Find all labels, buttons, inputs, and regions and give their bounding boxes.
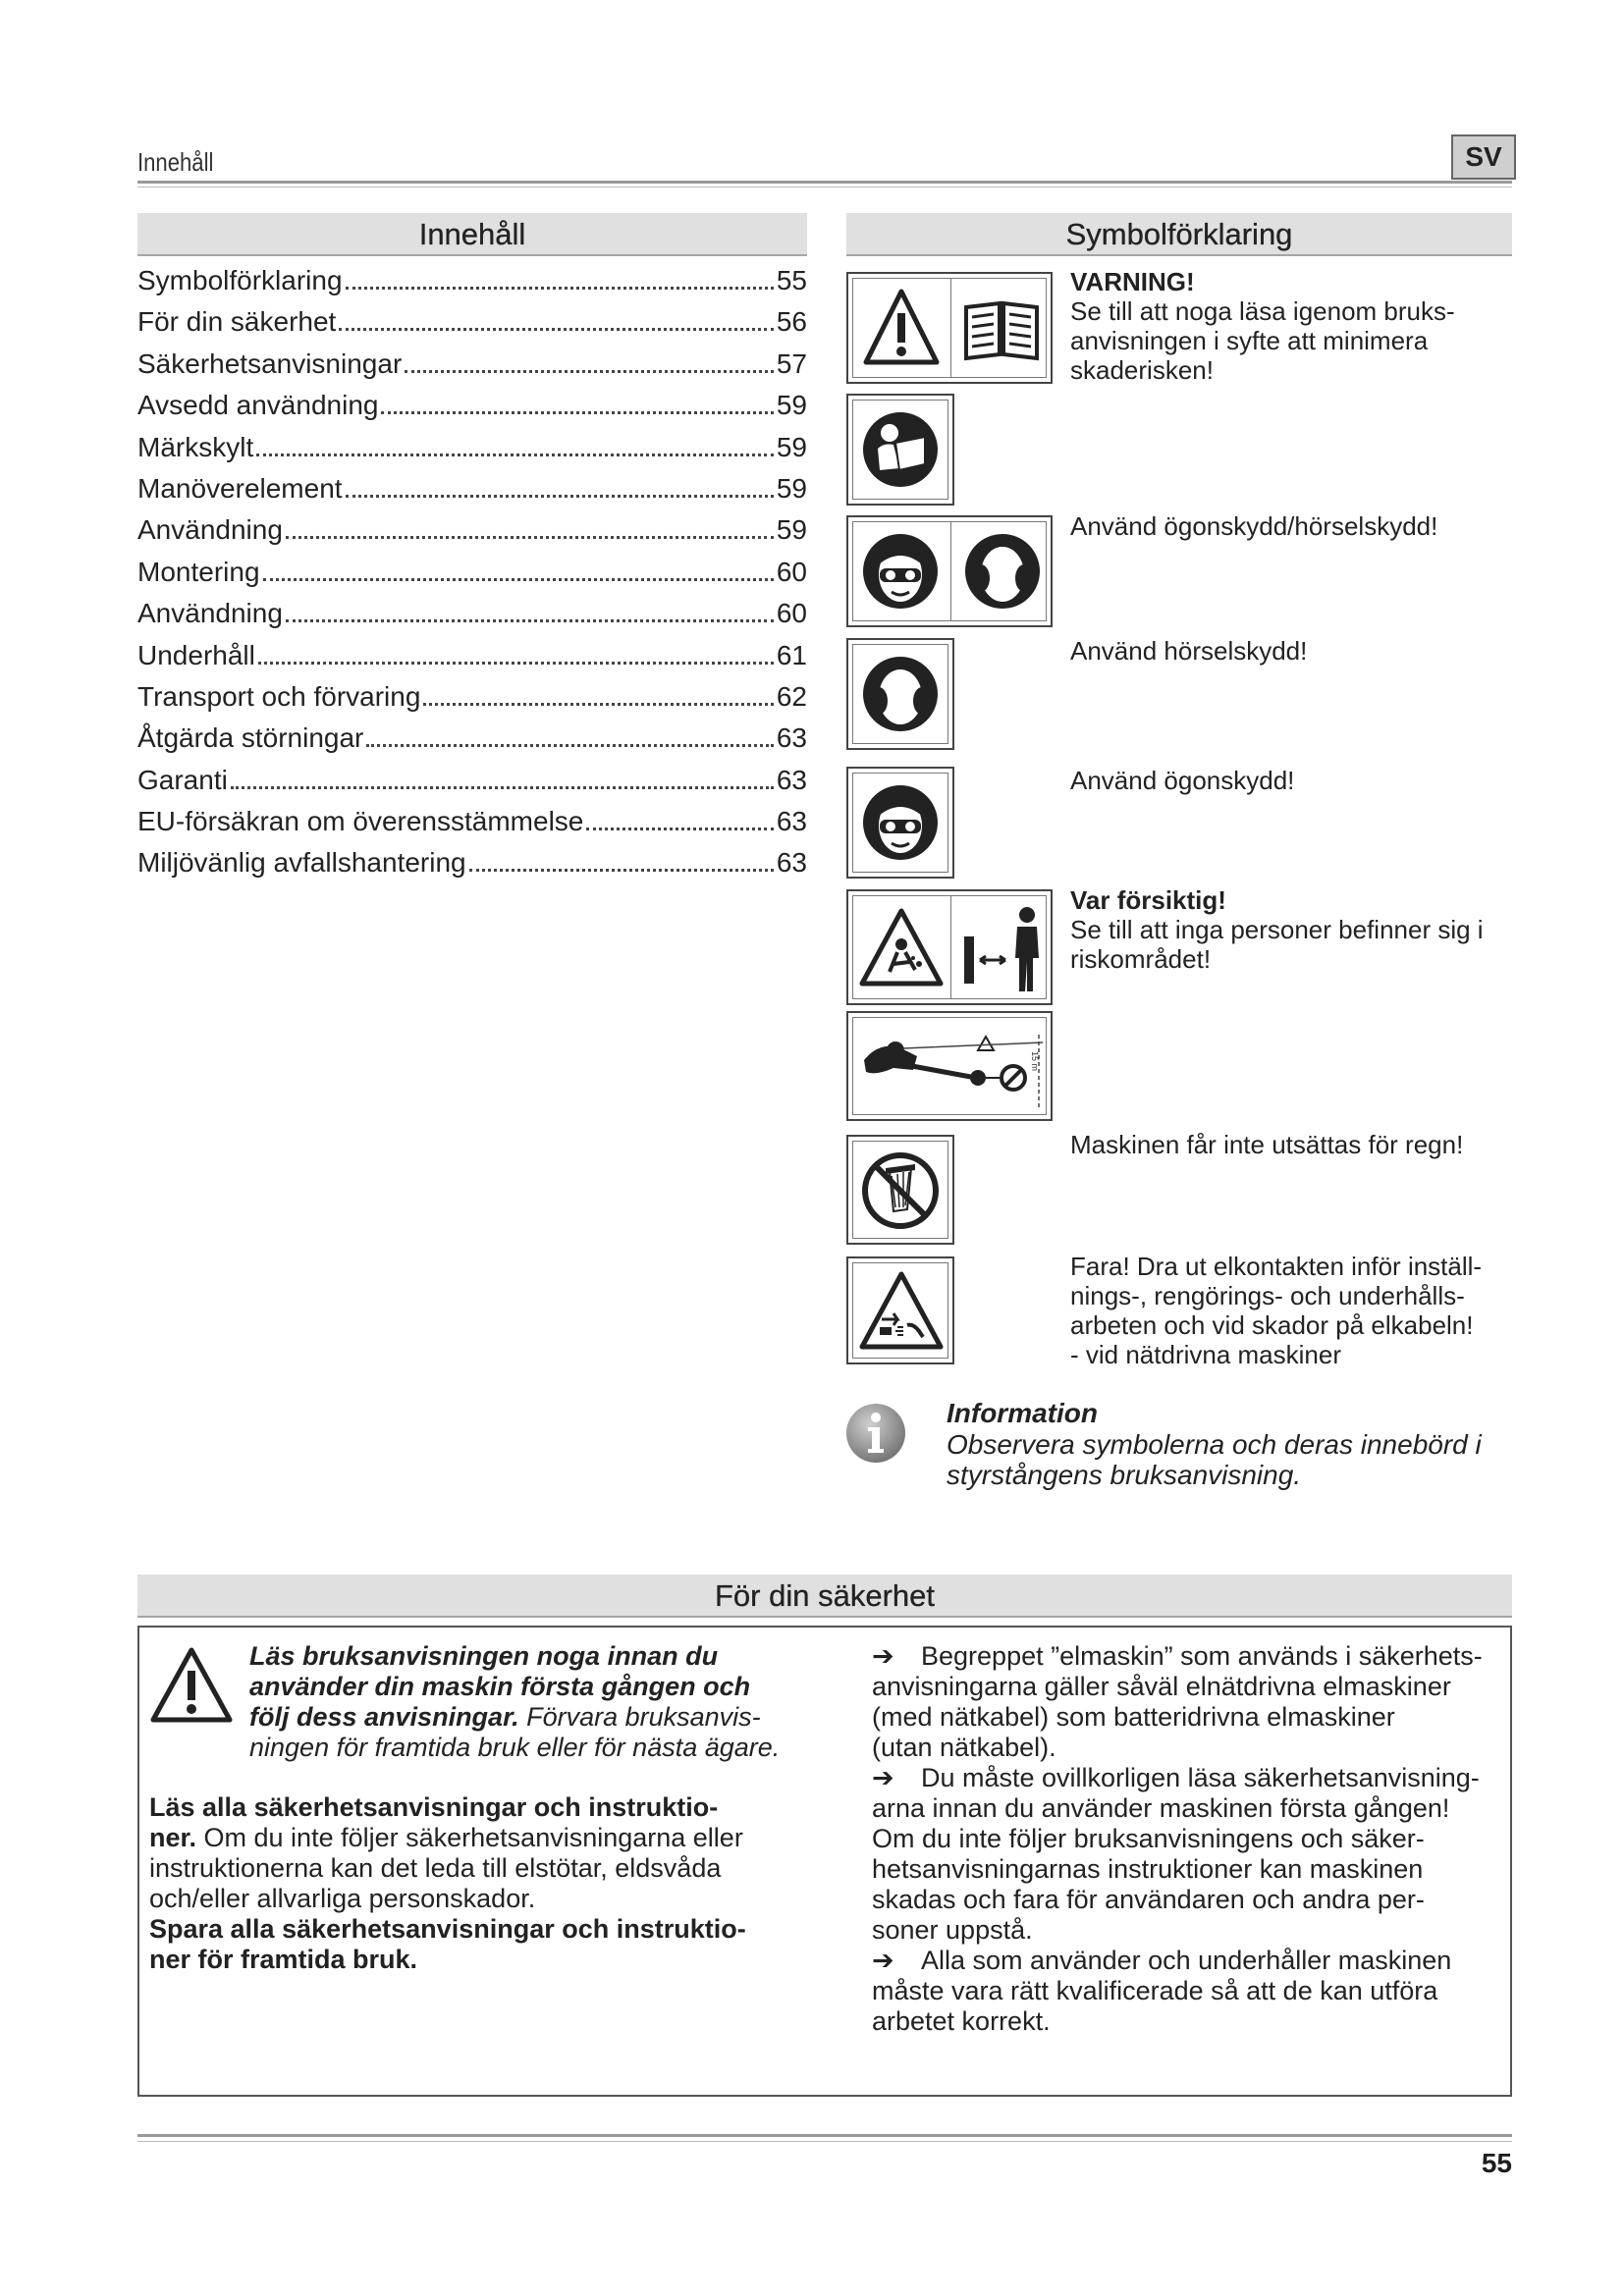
safety-bold-line: ner för framtida bruk. — [149, 1945, 418, 1974]
bullet-line: Begreppet ”elmaskin” som används i säkerhets- — [921, 1641, 1483, 1671]
warning-read-manual-symbol — [846, 272, 1053, 384]
safety-bold-line: ner. — [149, 1823, 197, 1852]
page-number: 55 — [1481, 2148, 1512, 2178]
unplug-warning-icon — [858, 1268, 945, 1355]
eye-protection-icon — [860, 782, 941, 863]
safety-text-line: instruktionerna kan det leda till elstötar, eldsvåda — [149, 1853, 722, 1883]
toc-entry-label: Miljövänlig avfallshantering — [137, 847, 466, 879]
bullet-line: arna innan du använder maskinen första gången! — [872, 1793, 1450, 1823]
warning-title: VARNING! — [1070, 267, 1195, 296]
safety-bold-line: Läs alla säkerhetsanvisningar och instruktio- — [149, 1792, 719, 1822]
toc-entry-page: 63 — [776, 847, 807, 879]
toc-entry-label: Transport och förvaring — [137, 680, 421, 712]
toc-entry-label: EU-försäkran om överensstämmelse — [137, 806, 584, 837]
safety-bold-line: Spara alla säkerhetsanvisningar och instruktio- — [149, 1914, 746, 1944]
toc-dot-leader — [405, 370, 774, 373]
toc-entry-label: Garanti — [137, 764, 228, 795]
warning-triangle-icon — [862, 286, 941, 372]
toc-dot-leader — [263, 578, 774, 581]
danger-line: Fara! Dra ut elkontakten inför inställ- — [1070, 1252, 1483, 1281]
warning-line: Se till att noga läsa igenom bruks- — [1070, 296, 1455, 326]
toc-entry-page: 61 — [776, 639, 807, 670]
toc-dot-leader — [366, 744, 773, 747]
toc-dot-leader — [258, 662, 774, 665]
ear-protection-icon — [860, 654, 941, 734]
toc-dot-leader — [423, 703, 773, 706]
arrow-bullet-icon: ➔ — [872, 1946, 894, 1975]
toc-entry-label: Manöverelement — [137, 472, 343, 504]
rain-text: Maskinen får inte utsättas för regn! — [1070, 1130, 1464, 1159]
unplug-symbol — [846, 1256, 954, 1364]
warning-line: skaderisken! — [1070, 355, 1214, 385]
danger-text-block — [1070, 1252, 1482, 1369]
footer-rule-thin — [137, 2141, 1512, 2142]
safety-left-column — [149, 1792, 817, 1975]
ear-text: Använd hörselskydd! — [1070, 636, 1308, 666]
toc-entry-page: 59 — [776, 431, 807, 462]
info-line: Observera symbolerna och deras innebörd i — [947, 1429, 1482, 1460]
toc-dot-leader — [231, 786, 774, 789]
eye-ear-protection-symbol — [846, 515, 1053, 627]
safe-distance-figure — [846, 1011, 1053, 1121]
caution-line: riskområdet! — [1070, 944, 1212, 974]
toc-entry — [137, 306, 807, 347]
arrow-bullet-icon: ➔ — [872, 1641, 894, 1671]
keep-distance-icon — [958, 903, 1049, 995]
caution-line: Se till att inga personer befinner sig i — [1070, 915, 1484, 944]
read-manual-icon — [860, 409, 941, 490]
arrow-bullet-icon: ➔ — [872, 1763, 894, 1792]
toc-entry-label: Åtgärda störningar — [137, 722, 364, 754]
toc-dot-leader — [286, 619, 774, 622]
caution-title: Var försiktig! — [1070, 885, 1226, 915]
info-line: styrstångens bruksanvisning. — [947, 1460, 1302, 1490]
toc-entry-page: 60 — [776, 598, 807, 629]
danger-line: arbeten och vid skador på elkabeln! — [1070, 1310, 1474, 1340]
toc-entry-label: Avsedd användning — [137, 390, 379, 421]
toc-entry-label: Märkskylt — [137, 431, 254, 462]
toc-heading: Innehåll — [137, 213, 807, 256]
book-icon — [960, 297, 1043, 362]
bullet-line: soner uppstå. — [872, 1915, 1033, 1945]
warning-line: anvisningen i syfte att minimera — [1070, 326, 1429, 355]
toc-entry — [137, 265, 807, 306]
no-rain-symbol — [846, 1135, 954, 1245]
toc-entry-page: 55 — [776, 265, 807, 295]
toc-entry — [137, 514, 807, 556]
running-header-title: Innehåll — [137, 147, 214, 177]
toc-entry-page: 60 — [776, 556, 807, 587]
notice-italic-line: ningen för framtida bruk eller för nästa ägare. — [249, 1733, 781, 1762]
toc-entry — [137, 640, 807, 681]
toc-entry-label: För din säkerhet — [137, 306, 337, 338]
bullet-line: skadas och fara för användaren och andra per- — [872, 1885, 1425, 1914]
toc-entry — [137, 806, 807, 847]
toc-entry-label: Säkerhetsanvisningar — [137, 347, 403, 379]
toc-entry-label: Symbolförklaring — [137, 265, 343, 295]
toc-entry — [137, 348, 807, 390]
toc-entry — [137, 765, 807, 806]
toc-dot-leader — [286, 536, 774, 539]
toc-dot-leader — [469, 869, 774, 872]
toc-entry-page: 56 — [776, 306, 807, 338]
toc-entry-label: Användning — [137, 598, 283, 629]
bullet-line: (med nätkabel) som batteridrivna elmaskiner — [872, 1702, 1395, 1732]
operator-distance-icon — [856, 1021, 1047, 1115]
caution-text-block — [1070, 885, 1484, 974]
info-block — [947, 1398, 1482, 1490]
toc-entry — [137, 557, 807, 598]
eye-protection-symbol — [846, 767, 954, 879]
notice-line: följ dess anvisningar. — [249, 1702, 519, 1732]
toc-dot-leader — [346, 287, 774, 290]
header-rule — [137, 181, 1512, 184]
toc-entry — [137, 473, 807, 514]
read-manual-notice — [249, 1641, 819, 1763]
ear-protection-symbol — [846, 638, 954, 750]
toc-entry-page: 63 — [776, 806, 807, 837]
toc-entry — [137, 722, 807, 764]
safety-heading: För din säkerhet — [137, 1575, 1512, 1618]
notice-line: Läs bruksanvisningen noga innan du — [249, 1641, 719, 1671]
toc-dot-leader — [346, 495, 774, 498]
info-title: Information — [947, 1398, 1098, 1428]
toc-entry — [137, 390, 807, 431]
toc-entry — [137, 681, 807, 722]
toc-entry — [137, 847, 807, 888]
eye-protection-icon — [860, 531, 941, 612]
table-of-contents — [137, 265, 807, 889]
toc-entry — [137, 432, 807, 473]
toc-dot-leader — [586, 828, 773, 830]
footer-rule — [137, 2134, 1512, 2137]
bullet-line: Du måste ovillkorligen läsa säkerhetsanvisning- — [921, 1763, 1480, 1792]
no-rain-icon — [860, 1150, 941, 1231]
bullet-line: Om du inte följer bruksanvisningens och säker- — [872, 1824, 1425, 1853]
symbols-heading: Symbolförklaring — [846, 213, 1512, 256]
read-manual-symbol — [846, 394, 954, 506]
notice-italic: Förvara bruksanvis- — [518, 1702, 761, 1732]
toc-entry-page: 59 — [776, 472, 807, 504]
toc-entry-page: 57 — [776, 347, 807, 379]
toc-entry-page: 63 — [776, 722, 807, 754]
safety-text: Om du inte följer säkerhetsanvisningarna eller — [196, 1823, 743, 1852]
warning-text-block — [1070, 267, 1455, 385]
bullet-line: anvisningarna gäller såväl elnätdrivna elmaskiner — [872, 1672, 1451, 1701]
warning-triangle-icon — [149, 1645, 234, 1726]
eye-text: Använd ögonskydd! — [1070, 766, 1295, 795]
toc-dot-leader — [339, 328, 774, 331]
toc-entry-label: Användning — [137, 514, 283, 546]
danger-line: - vid nätdrivna maskiner — [1070, 1340, 1341, 1369]
notice-line: använder din maskin första gången och — [249, 1672, 751, 1701]
safety-right-column — [872, 1641, 1510, 2037]
toc-entry-page: 59 — [776, 390, 807, 421]
caution-distance-symbol — [846, 889, 1053, 1005]
toc-dot-leader — [256, 454, 774, 456]
bullet-line: (utan nätkabel). — [872, 1733, 1056, 1762]
toc-entry-label: Montering — [137, 556, 260, 587]
bullet-line: arbetet korrekt. — [872, 2006, 1051, 2036]
toc-entry-page: 62 — [776, 680, 807, 712]
toc-entry-page: 63 — [776, 764, 807, 795]
flying-debris-warning-icon — [858, 905, 945, 991]
bullet-line: Alla som använder och underhåller maskinen — [921, 1946, 1452, 1975]
ear-protection-icon — [962, 531, 1043, 612]
distance-label: 15 m — [1030, 1050, 1041, 1072]
eye-ear-text: Använd ögonskydd/hörselskydd! — [1070, 511, 1438, 541]
info-icon — [844, 1402, 907, 1465]
language-badge: SV — [1451, 134, 1516, 180]
toc-dot-leader — [381, 411, 773, 414]
bullet-line: hetsanvisningarnas instruktioner kan maskinen — [872, 1854, 1424, 1884]
safety-text-line: och/eller allvarliga personskador. — [149, 1884, 536, 1913]
bullet-line: måste vara rätt kvalificerade så att de kan utföra — [872, 1976, 1438, 2005]
danger-line: nings-, rengörings- och underhålls- — [1070, 1281, 1465, 1310]
toc-entry — [137, 598, 807, 639]
toc-entry-page: 59 — [776, 514, 807, 546]
toc-entry-label: Underhåll — [137, 639, 255, 670]
